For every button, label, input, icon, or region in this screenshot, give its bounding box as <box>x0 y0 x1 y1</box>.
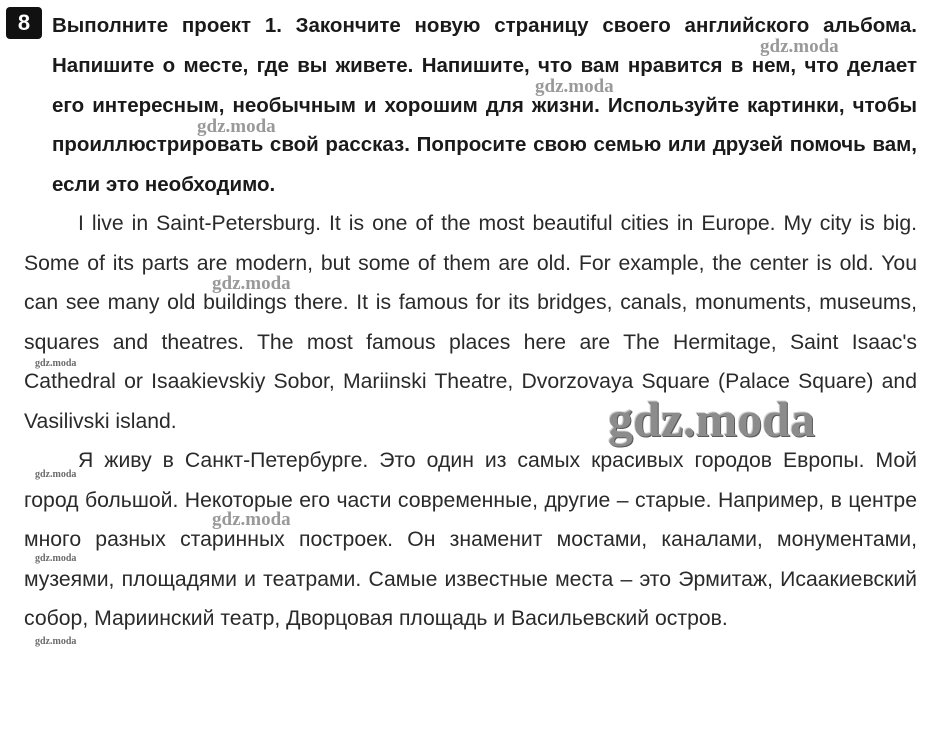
answer-russian-paragraph: Я живу в Санкт-Петербурге. Это один из самых красивых городов Европы. Мой город большой. Некоторые его части современные, другие – старые. Например, в центре много разных старинных построек. Он знаменит мостами, каналами, монументами, музеями, площадями и театрами. Самые известные места – это Эрмитаж, Исаакиевский собор, Мариинский театр, Дворцовая площадь и Васильевский остров. <box>24 449 917 630</box>
watermark: gdz.moda <box>35 358 77 369</box>
watermark: gdz.moda <box>35 553 77 564</box>
watermark: gdz.moda <box>35 636 77 647</box>
watermark: gdz.moda <box>535 76 614 97</box>
watermark: gdz.moda <box>212 509 291 530</box>
task-instructions: Выполните проект 1. Закончите новую страницу своего английского альбома. Напишите о месте, где вы живете. Напишите, что вам нравится в нем, что делает его интересным, необычным и хорошим для жизни. Используйте картинки, чтобы проиллюстрировать свой рассказ. Попросите свою семью или друзей помочь вам, если это необходимо. <box>52 14 917 197</box>
watermark: gdz.moda <box>35 469 77 480</box>
answer-english-paragraph: I live in Saint-Petersburg. It is one of the most beautiful cities in Europe. My city is big. Some of its parts are modern, but some of them are old. For example, the center is old. You can see many old buildings there. It is famous for its bridges, canals, monuments, museums, squares and theatres. The most famous places here are The Hermitage, Saint Isaac's Cathedral or Isaakievskiy Sobor, Mariinski Theatre, Dvorzovaya Square (Palace Square) and Vasilivski island. <box>24 212 917 433</box>
exercise-number-badge: 8 <box>6 7 42 39</box>
watermark-large: gdz.moda <box>608 391 815 447</box>
watermark: gdz.moda <box>212 273 291 294</box>
watermark: gdz.moda <box>197 116 276 137</box>
watermark: gdz.moda <box>760 36 839 57</box>
